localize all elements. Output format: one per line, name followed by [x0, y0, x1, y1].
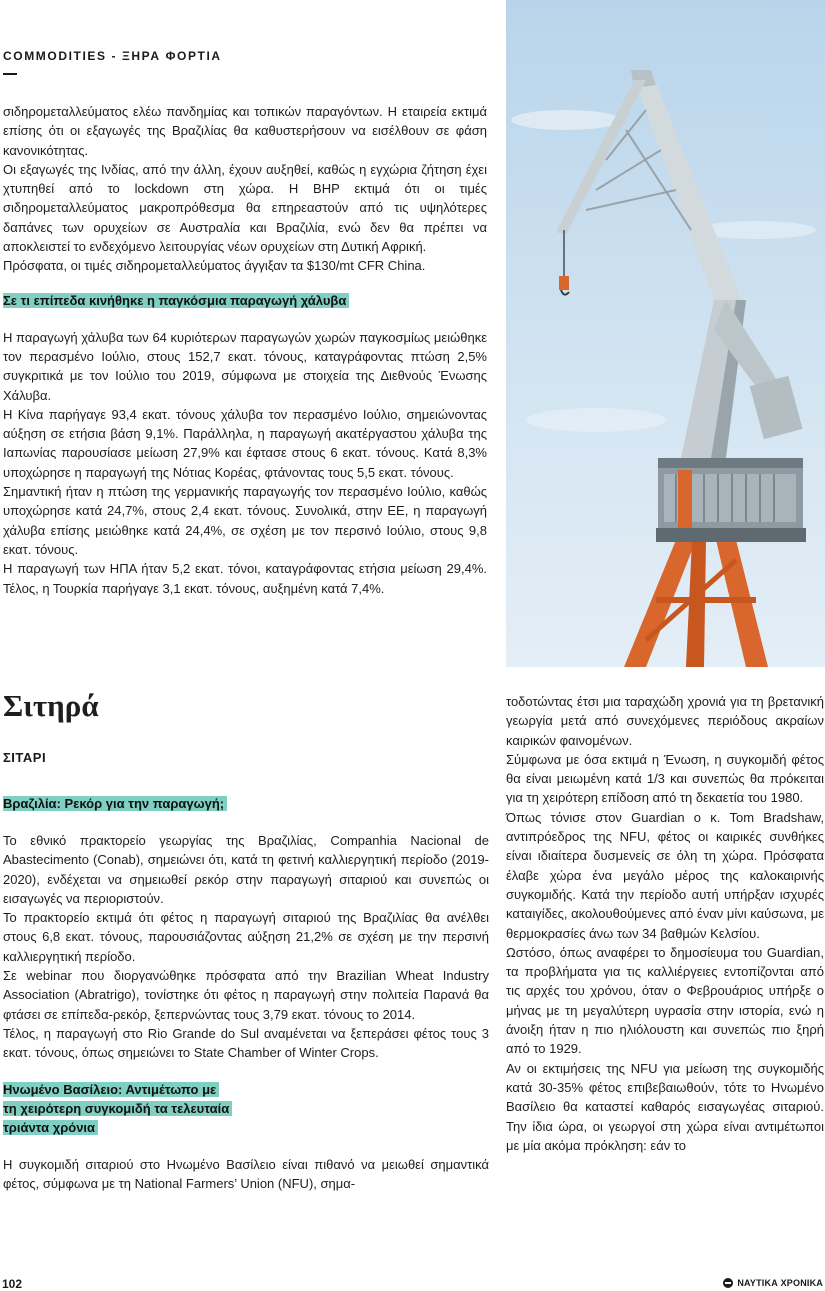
uk-paragraph: Η συγκομιδή σιταριού στο Ηνωμένο Βασίλειο είναι πιθανό να μειωθεί σημαντικά φέτος, σύμφωνα με τη National Farmers’ Union (NFU), σημα-	[3, 1156, 489, 1191]
steel-paragraph: Η παραγωγή των ΗΠΑ ήταν 5,2 εκατ. τόνοι, καταγράφοντας ετήσια μείωση 29,4%. Τέλος, η Τουρκία παρήγαγε 3,1 εκατ. τόνους, αυξημένη κατά 7,4%.	[3, 561, 487, 596]
crane-photo	[506, 0, 825, 667]
brazil-paragraph: Το πρακτορείο εκτιμά ότι φέτος η παραγωγή σιταριού της Βραζιλίας θα ανέλθει στους 6,8 εκατ. τόνους, παρουσιάζοντας αύξηση 21,2% σε σχέση με την περσινή καλλιεργητική περίοδο.	[3, 910, 489, 964]
steel-paragraph: Η Κίνα παρήγαγε 93,4 εκατ. τόνους χάλυβα τον περασμένο Ιούλιο, σημειώνοντας αύξηση σε ετήσια βάση 9,1%. Παράλληλα, η παραγωγή ακατέργαστου χάλυβα της Ιαπωνίας παρουσίασε μείωση 27,9% και έφτασε στους 6 εκατ. τόνους. Κατά 8,3% υποχώρησε η παραγωγή της Νότιας Κορέας, φτάνοντας τους 5,5 εκατ. τόνους.	[3, 406, 487, 480]
uk-heading-line: Ηνωμένο Βασίλειο: Αντιμέτωπο με	[3, 1082, 219, 1097]
uk-heading-line: τη χειρότερη συγκομιδή τα τελευταία	[3, 1101, 232, 1116]
brand-footer	[723, 1278, 823, 1288]
grains-right-column	[506, 692, 824, 1155]
brazil-paragraph: Το εθνικό πρακτορείο γεωργίας της Βραζιλίας, Companhia Nacional de Abastecimento (Conab), σημειώνει ότι, κατά τη φετινή καλλιεργητική περίοδο (2019-2020), ενδέχεται να σημειωθεί ρεκόρ στην παραγωγή σιταριού και συνεπώς οι εισαγωγές να περιοριστούν.	[3, 833, 489, 906]
steel-heading	[3, 291, 487, 310]
brand-logo-icon	[723, 1278, 733, 1288]
brazil-paragraph: Σε webinar που διοργανώθηκε πρόσφατα από την Brazilian Wheat Industry Association (Abratrigo), τονίστηκε ότι φέτος η παραγωγή στην πολιτεία Παρανά θα φτάσει σε επίπεδα-ρεκόρ, ξεπερνώντας τους 3,79 εκατ. τόνους το 2014.	[3, 968, 489, 1022]
page-number: 102	[2, 1277, 23, 1291]
brazil-heading-text: Βραζιλία: Ρεκόρ για την παραγωγή;	[3, 796, 227, 811]
iron-ore-paragraph: Οι εξαγωγές της Ινδίας, από την άλλη, έχουν αυξηθεί, καθώς η εγχώρια ζήτηση έχει χτυπηθεί από το lockdown στη χώρα. Η BHP εκτιμά ότι οι τιμές σιδηρομεταλλεύματος μακροπρόθεσμα θα επηρεαστούν από τις υψηλότερες δαπάνες των ορυχείων σε Αυστραλία και Βραζιλία, ενώ δεν θα πρέπει να αποκλειστεί το ενδεχόμενο λειτουργίας νέων ορυχείων στη Δυτική Αφρική.	[3, 161, 487, 255]
steel-heading-text: Σε τι επίπεδα κινήθηκε η παγκόσμια παραγωγή χάλυβα	[3, 293, 349, 308]
uk-paragraph: τοδοτώντας έτσι μια ταραχώδη χρονιά για τη βρετανική γεωργία μετά από συνεχόμενες περιόδους ακραίων καιρικών φαινομένων.	[506, 694, 824, 748]
steel-paragraph: Σημαντική ήταν η πτώση της γερμανικής παραγωγής τον περασμένο Ιούλιο, καθώς υποχώρησε κατά 24,7%, στους 2,4 εκατ. τόνους. Συνολικά, στην ΕΕ, η παραγωγή χάλυβα επίσης μειώθηκε κατά 24,4%, σε σχέση με τον περσινό Ιούλιο, στους 9,8 εκατ. τόνους.	[3, 484, 487, 557]
wheat-subtitle: ΣΙΤΑΡΙ	[3, 750, 47, 765]
iron-ore-paragraph: Πρόσφατα, οι τιμές σιδηρομεταλλεύματος άγγιξαν τα $130/mt CFR China.	[3, 258, 426, 274]
crane-illustration	[506, 0, 825, 667]
brand-name: ΝΑΥΤΙΚΑ ΧΡΟΝΙΚΑ	[737, 1278, 823, 1288]
uk-heading-line: τριάντα χρόνια	[3, 1120, 98, 1135]
uk-paragraph: Αν οι εκτιμήσεις της NFU για μείωση της συγκομιδής κατά 30-35% φέτος επιβεβαιωθούν, τότε το Ηνωμένο Βασίλειο θα καταστεί καθαρός εισαγωγέας σιταριού. Την ίδια ώρα, οι γεωργοί στη χώρα είναι αντιμέτωποι με μία ακόμα πρόκληση: εάν το	[506, 1060, 824, 1153]
section-label: COMMODITIES - ΞΗΡΑ ΦΟΡΤΙΑ	[3, 49, 222, 63]
uk-paragraph: Όπως τόνισε στον Guardian ο κ. Tom Bradshaw, αντιπρόεδρος της NFU, φέτος οι καιρικές συνθήκες είναι ιδιαίτερα δυσμενείς σε όλη τη χώρα. Πρόσφατα έλαβε χώρα ένα μεγάλο μέρος της καλοκαιρινής συγκομιδής. Κατά την περίοδο αυτή υπήρξαν ισχυρές καταιγίδες, ακολουθούμενες από έναν μίνι καύσωνα, με θερμοκρασίες άνω των 34 βαθμών Κελσίου.	[506, 809, 824, 941]
uk-paragraph: Ωστόσο, όπως αναφέρει το δημοσίευμα του Guardian, τα προβλήματα για τις καλλιέργειες εντοπίζονται από τις αρχές του χρόνου, όταν ο Φεβρουάριος υπήρξε ο μήνας με τη μεγαλύτερη υγρασία στην ιστορία, ενώ η άνοιξη ήταν η πιο ηλιόλουστη και συνεπώς πιο ξηρή από το 1929.	[506, 944, 824, 1057]
steel-paragraph: Η παραγωγή χάλυβα των 64 κυριότερων παραγωγών χωρών παγκοσμίως μειώθηκε τον περασμένο Ιούλιο, στους 152,7 εκατ. τόνους, καταγράφοντας πτώση 2,5% συγκριτικά με τον Ιούλιο του 2019, σύμφωνα με στοιχεία της Διεθνούς Ένωσης Χάλυβα.	[3, 329, 487, 403]
uk-paragraph: Σύμφωνα με όσα εκτιμά η Ένωση, η συγκομιδή φέτος θα είναι μειωμένη κατά 1/3 και συνεπώς θα πρόκειται για τη χειρότερη επίδοση από τη δεκαετία του 1980.	[506, 751, 824, 806]
grains-title: Σιτηρά	[3, 688, 99, 723]
uk-heading	[3, 1080, 489, 1137]
iron-ore-paragraph: σιδηρομεταλλεύματος ελέω πανδημίας και τοπικών παραγόντων. Η εταιρεία εκτιμά επίσης ότι οι εξαγωγές της Βραζιλίας θα καθυστερήσουν να εισέλθουν σε φάση κανονικότητας.	[3, 104, 487, 158]
brazil-heading	[3, 794, 489, 813]
section-dash	[3, 73, 17, 75]
grains-left-column	[3, 794, 489, 1193]
top-column	[3, 102, 487, 598]
brazil-paragraph: Τέλος, η παραγωγή στο Rio Grande do Sul αναμένεται να ξεπεράσει φέτος τους 3 εκατ. τόνους, όπως σημειώνει το State Chamber of Winter Crops.	[3, 1025, 489, 1061]
